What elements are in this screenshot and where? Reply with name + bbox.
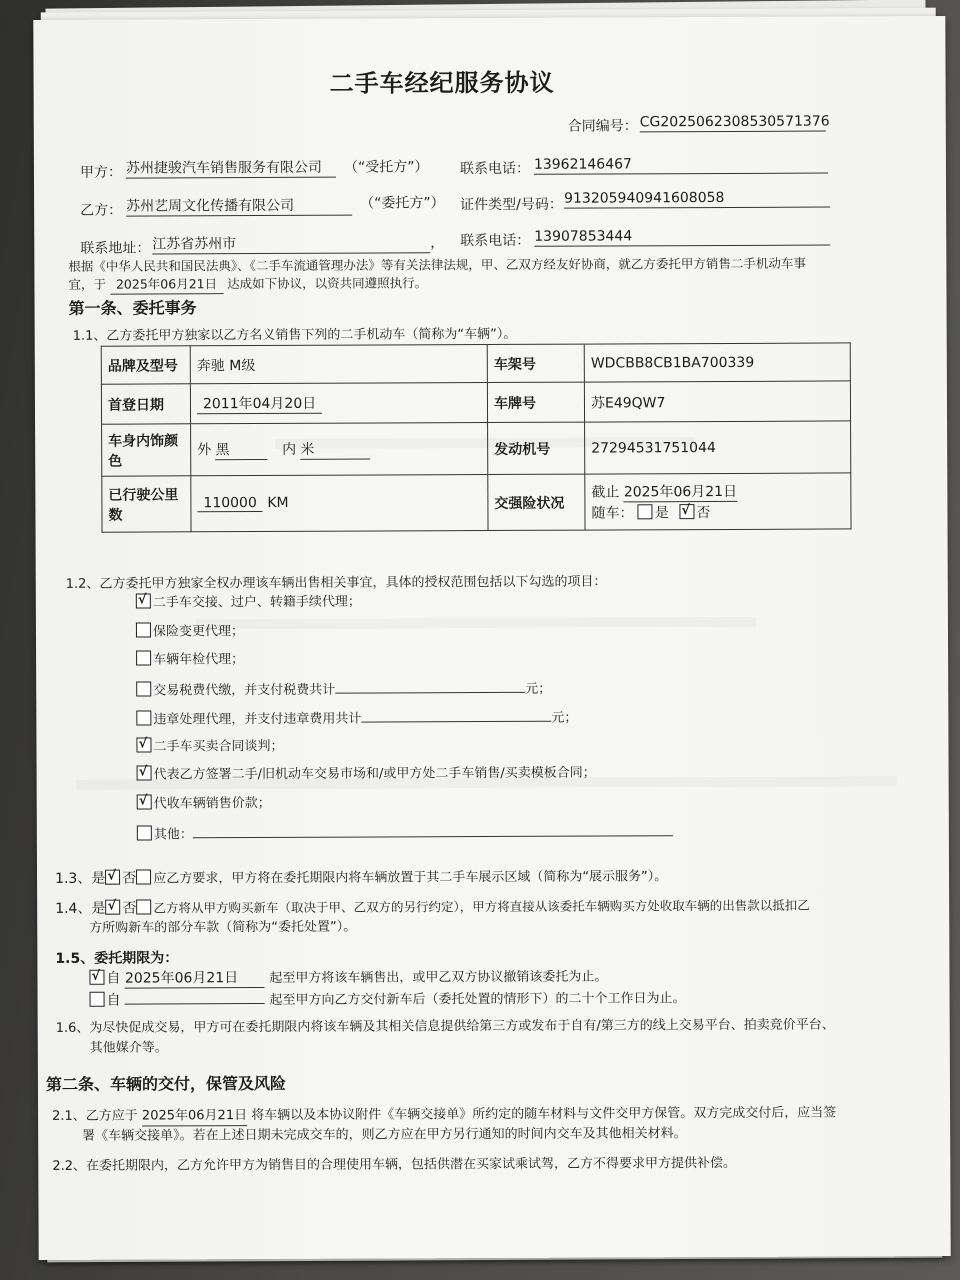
- party-b-name: 苏州艺周文化传播有限公司: [126, 197, 352, 217]
- clause-1-4-text: 乙方将从甲方购买新车（取决于甲、乙双方的另行约定），甲方将直接从该委托车辆购买方处收取车辆的出售款以抵扣乙: [153, 897, 810, 916]
- preamble-suffix: 达成如下协议，以资共同遵照执行。: [227, 275, 428, 292]
- clause-1-4-no-checkbox[interactable]: [136, 899, 151, 914]
- amount-unit: 元；: [525, 681, 552, 697]
- contract-no-label: 合同编号：: [567, 118, 638, 135]
- authorization-option: [136, 593, 361, 613]
- clause-1-2: 1.2、乙方委托甲方独家全权办理该车辆出售相关事宜，具体的授权范围包括以下勾选的项目：: [65, 574, 607, 592]
- address-comma: ，: [430, 235, 445, 252]
- clause-2-1-text: 将车辆以及本协议附件《车辆交接单》所约定的随车材料与文件交甲方保管。双方完成交付后，应当签: [251, 1105, 837, 1124]
- party-b-id-label: 证件类型/号码：: [460, 196, 563, 214]
- table-row: [102, 421, 851, 476]
- clause-1-4-text-2: 方所购新车的部分车款（简称为“委托处置”）。: [89, 919, 357, 936]
- section-1-heading: 第一条、委托事务: [68, 298, 197, 318]
- table-row: [101, 343, 850, 384]
- term-option-a-prefix: 自: [106, 970, 121, 987]
- authorization-option-label: 代表乙方签署二手/旧机动车交易市场和/或甲方处二手车销售/买卖模板合同；: [153, 765, 596, 783]
- authorization-option-label: 二手车买卖合同谈判；: [153, 738, 284, 754]
- authorization-option: [136, 678, 551, 701]
- clause-2-1-date: 2025年06月21日: [142, 1107, 247, 1126]
- party-a-phone-label: 联系电话：: [459, 160, 530, 178]
- authorization-option: [136, 650, 244, 669]
- party-a-phone: 13962146467: [534, 155, 828, 175]
- authorization-option: [137, 821, 673, 844]
- authorization-option: [136, 736, 283, 756]
- insurance-cell: [585, 473, 851, 530]
- contact-phone: 13907853444: [534, 227, 830, 247]
- clause-1-1: 1.1、乙方委托甲方独家以乙方名义销售下列的二手机动车（简称为“车辆”）。: [72, 326, 517, 344]
- clause-1-3-yes-checkbox[interactable]: [105, 870, 120, 885]
- clause-1-4: [55, 897, 810, 918]
- preamble-date: 2025年06月21日: [110, 275, 223, 294]
- clause-1-3-yes-label: 是: [91, 870, 106, 887]
- mileage-cell: [191, 475, 488, 532]
- with-car-yes-checkbox[interactable]: [638, 504, 653, 519]
- party-a-role: （“受托方”）: [343, 159, 429, 176]
- engine-label: 发动机号: [488, 422, 585, 474]
- authorization-option-label: 交易税费代缴，并支付税费共计: [153, 682, 336, 699]
- bleed-through: [196, 617, 756, 629]
- brand-value: 奔驰 M级: [190, 345, 487, 384]
- authorization-option-label: 违章处理代理，并支付违章费用共计: [153, 711, 362, 728]
- authorization-option: [136, 622, 244, 641]
- authorization-option-checkbox[interactable]: [137, 794, 152, 809]
- authorization-option-label: 保险变更代理；: [152, 623, 245, 640]
- with-car-no-checkbox[interactable]: [679, 504, 694, 519]
- with-car-line: [591, 501, 844, 522]
- clause-2-1: [52, 1105, 836, 1127]
- clause-1-3: [55, 867, 667, 889]
- other-blank: [193, 821, 673, 838]
- document-title: 二手车经纪服务协议: [329, 68, 555, 98]
- exterior-prefix: 外: [197, 442, 212, 459]
- address-label: 联系地址：: [80, 240, 151, 257]
- clause-1-4-no-label: 否: [122, 900, 137, 917]
- party-b-role: （“委托方”）: [360, 195, 445, 212]
- authorization-option: [137, 764, 596, 785]
- insurance-until-line: [591, 480, 844, 502]
- preamble-line-1: 根据《中华人民共和国民法典》、《二手车流通管理办法》等有关法律法规，甲、乙双方经友好协商，就乙方委托甲方销售二手机动车事: [68, 255, 806, 274]
- clause-2-2: 2.2、在委托期限内，乙方允许甲方为销售目的合理使用车辆，包括供潜在买家试乘试驾，乙方不得要求甲方提供补偿。: [52, 1155, 737, 1174]
- insurance-until-date: 2025年06月21日: [624, 481, 737, 502]
- amount-blank: [335, 678, 525, 694]
- preamble-prefix: 宜，于: [68, 276, 107, 292]
- plate-value: 苏E49QW7: [584, 381, 850, 422]
- authorization-option: [137, 794, 271, 814]
- clause-1-6: 1.6、为尽快促成交易，甲方可在委托期限内将该车辆及其相关信息提供给第三方或发布于自有/第三方的线上交易平台、拍卖竞价平台、: [55, 1017, 835, 1036]
- color-cell: [191, 423, 488, 476]
- authorization-option-label: 其他：: [153, 826, 193, 843]
- authorization-option-label: 车辆年检代理；: [153, 652, 245, 668]
- mileage-label: 已行驶公里数: [102, 476, 191, 532]
- contract-no: CG2025062308530571376: [639, 113, 830, 131]
- amount-blank: [361, 707, 551, 723]
- clause-1-3-number: 1.3、: [55, 870, 92, 887]
- amount-unit: 元；: [551, 710, 578, 726]
- term-option-a: [89, 967, 607, 988]
- party-a-label: 甲方：: [79, 164, 123, 181]
- clause-1-5: 1.5、委托期限为：: [55, 950, 179, 967]
- clause-1-3-no-checkbox[interactable]: [136, 869, 151, 884]
- clause-1-3-no-label: 否: [122, 870, 137, 887]
- clause-1-4-yes-label: 是: [91, 900, 106, 917]
- preamble-line-2: [68, 274, 427, 295]
- mileage-unit: KM: [267, 494, 289, 511]
- vehicle-table: [101, 342, 852, 532]
- address-value: 江苏省苏州市: [152, 234, 430, 254]
- insurance-until-prefix: 截止: [591, 484, 620, 501]
- reg-date-cell: [190, 383, 487, 424]
- engine-value: 27294531751044: [585, 421, 851, 474]
- vin-label: 车架号: [487, 344, 584, 382]
- party-a-name: 苏州捷骏汽车销售服务有限公司: [126, 159, 336, 179]
- authorization-option-checkbox[interactable]: [137, 825, 152, 840]
- with-car-no-label: 否: [696, 505, 711, 522]
- reg-date-label: 首登日期: [101, 384, 190, 424]
- term-option-b-checkbox[interactable]: [90, 992, 105, 1007]
- term-option-a-checkbox[interactable]: [89, 970, 104, 985]
- authorization-option-label: 代收车辆销售价款；: [153, 795, 271, 812]
- clause-2-1-prefix: 2.1、乙方应于: [52, 1108, 138, 1124]
- party-b-label: 乙方：: [80, 202, 123, 219]
- authorization-option-checkbox[interactable]: [137, 766, 152, 781]
- interior-prefix: 内: [282, 441, 297, 458]
- table-row: [102, 473, 851, 532]
- term-option-a-date: 2025年06月21日: [125, 969, 265, 989]
- clause-1-4-number: 1.4、: [55, 900, 92, 917]
- brand-label: 品牌及型号: [101, 346, 190, 384]
- color-label: 车身内饰颜色: [102, 424, 191, 476]
- term-option-a-text: 起至甲方将该车辆售出，或甲乙双方协议撤销该委托为止。: [269, 969, 608, 986]
- insurance-label: 交强险状况: [488, 474, 585, 530]
- authorization-option-label: 二手车交接、过户、转籍手续代理；: [152, 594, 361, 611]
- term-option-b: [90, 987, 686, 1011]
- authorization-option-checkbox[interactable]: [136, 737, 151, 752]
- authorization-option: [136, 706, 577, 729]
- reg-date-value: 2011年04月20日: [197, 393, 322, 415]
- vin-value: WDCBB8CB1BA700339: [584, 343, 850, 382]
- mileage-value: 110000: [197, 495, 263, 512]
- clause-1-6-line-2: 其他媒介等。: [89, 1040, 168, 1056]
- exterior-color: 黑: [216, 439, 268, 460]
- authorization-option-checkbox[interactable]: [136, 651, 151, 666]
- table-row: [101, 381, 850, 424]
- term-option-b-date-blank: [125, 989, 265, 1005]
- authorization-option-checkbox[interactable]: [136, 710, 151, 725]
- clause-1-3-text: 应乙方要求，甲方将在委托期限内将车辆放置于其二手车展示区域（简称为“展示服务”）。: [153, 869, 668, 887]
- term-option-b-text: 起至甲方向乙方交付新车后（委托处置的情形下）的二十个工作日为止。: [269, 991, 686, 1008]
- contact-phone-label: 联系电话：: [460, 232, 531, 250]
- plate-label: 车牌号: [487, 382, 584, 422]
- with-car-yes-label: 是: [654, 505, 669, 522]
- clause-1-4-yes-checkbox[interactable]: [105, 900, 120, 915]
- interior-color: 米: [300, 439, 370, 460]
- authorization-option-checkbox[interactable]: [136, 593, 151, 608]
- section-2-heading: 第二条、车辆的交付，保管及风险: [45, 1073, 286, 1094]
- clause-2-1-line-2: 署《车辆交接单》。若在上述日期未完成交车的，则乙方应在甲方另行通知的时间内交车及其他相关材料。: [82, 1126, 687, 1144]
- with-car-label: 随车：: [591, 505, 634, 522]
- authorization-option-checkbox[interactable]: [136, 622, 151, 637]
- authorization-option-checkbox[interactable]: [136, 682, 151, 697]
- contract-page: [33, 16, 950, 1260]
- term-option-b-prefix: 自: [106, 992, 121, 1009]
- party-b-id: 913205940941608058: [564, 189, 830, 209]
